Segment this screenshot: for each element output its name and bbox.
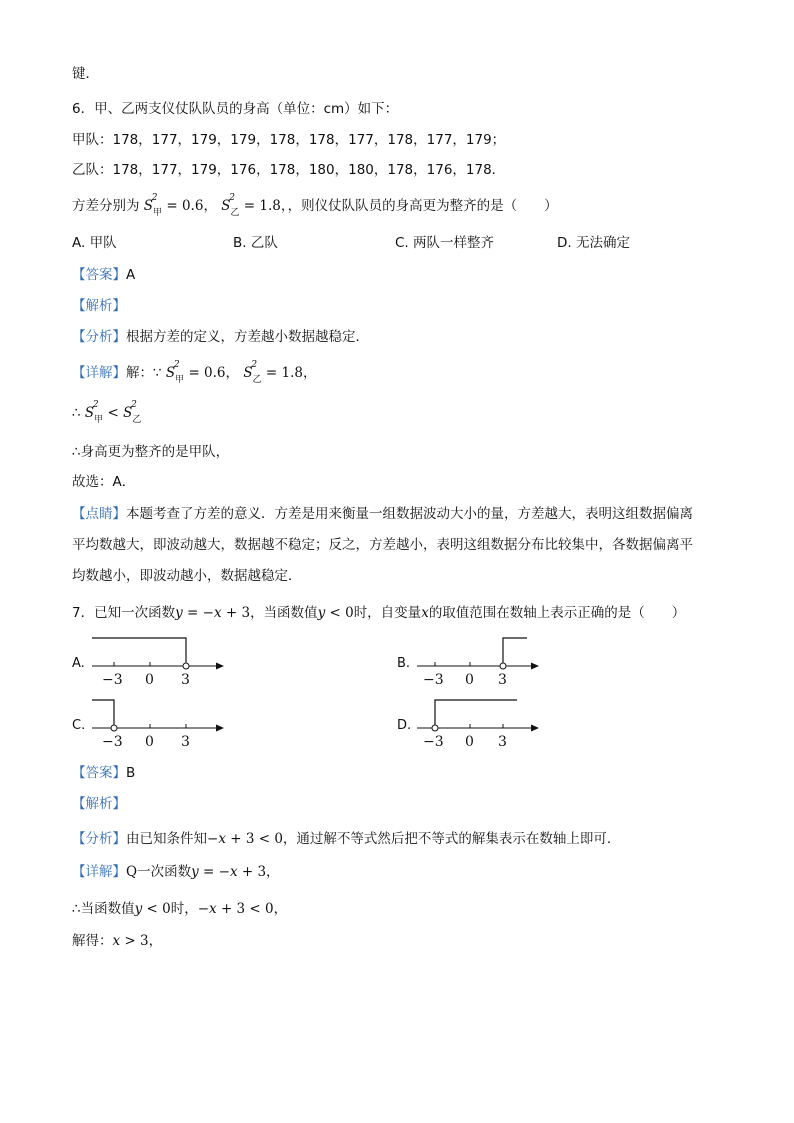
xiangjie-tag: 【详解】: [72, 864, 126, 880]
q7-answer: [72, 763, 135, 783]
number-line-a: [88, 636, 238, 696]
tick-3: 3: [498, 672, 507, 688]
q7-title-a: 7．已知一次函数: [72, 605, 176, 621]
line-prev-ending: 键．: [72, 66, 99, 82]
q6-team-yi-heights: 乙队：178，177，179，176，178，180，180，178，176，178．: [72, 162, 506, 178]
q6-dianjing-3: 均数越小，即波动越小，数据越稳定．: [72, 568, 302, 584]
q7-xiangjie: 【详解】Q一次函数y = −x + 3，: [72, 864, 280, 880]
number-line-c: [88, 698, 238, 758]
dianjing-tag: 【点睛】: [72, 506, 126, 522]
tick-neg3: −3: [423, 672, 444, 688]
answer-tag: 【答案】: [72, 267, 126, 283]
q7-answer-value: B: [126, 765, 136, 781]
q7-title-c: 时，自变量: [353, 605, 422, 621]
q6-option-d: D. 无法确定: [557, 235, 630, 251]
var-yi-symbol: S 2 $_乙$: [221, 193, 240, 218]
q6-guxuan: 故选：A．: [72, 474, 136, 490]
tick-neg3: −3: [423, 734, 444, 750]
q6-title: 6．甲、乙两支仪仗队队员的身高（单位：cm）如下：: [72, 101, 399, 117]
q6-option-b: B. 乙队: [233, 235, 278, 251]
tick-0: 0: [145, 734, 154, 750]
option-label-b: B.: [397, 656, 411, 671]
number-line-d: [413, 698, 563, 758]
q7-solution: 解得：x > 3，: [72, 933, 163, 949]
q7-fenxi: 【分析】由已知条件知−x + 3 < 0，通过解不等式然后把不等式的解集表示在数轴上即可．: [72, 831, 621, 847]
q6-variance-question: ，则仪仗队队员的身高更为整齐的是（ ）: [287, 198, 558, 214]
tick-0: 0: [465, 672, 474, 688]
option-label-c: C.: [72, 718, 86, 733]
q6-answer-value: A: [126, 267, 136, 283]
q7-condition: ∴当函数值y < 0时，−x + 3 < 0，: [72, 901, 288, 917]
q7-xiangjie-a: 一次函数: [137, 864, 192, 880]
q6-fenxi: [72, 327, 369, 347]
q6-dianjing-1: [72, 504, 693, 524]
q6-dianjing-2: 平均数越大，即波动越大，数据越不稳定；反之，方差越小，表明这组数据分布比较集中，各数据偏离平: [72, 537, 693, 553]
number-line-b: [413, 636, 563, 696]
q7-title: 7．已知一次函数y = −x + 3，当函数值y < 0时，自变量x的取值范围在数轴上表示正确的是（ ）: [72, 605, 686, 621]
q7-fenxi-a: 由已知条件知: [126, 831, 207, 847]
q7-jiede: 解得：: [72, 933, 113, 949]
tick-0: 0: [465, 734, 474, 750]
answer-tag: 【答案】: [72, 765, 126, 781]
tick-0: 0: [145, 672, 154, 688]
q6-variance-prefix: 方差分别为: [72, 198, 140, 214]
q6-jiexi: 【解析】: [72, 298, 126, 314]
tick-neg3: −3: [102, 734, 123, 750]
q7-title-b: ，当函数值: [250, 605, 318, 621]
tick-3: 3: [181, 672, 190, 688]
fenxi-tag: 【分析】: [72, 329, 126, 345]
fenxi-tag: 【分析】: [72, 831, 126, 847]
q6-option-a: A. 甲队: [72, 235, 117, 251]
var-jia-symbol: S 2 $_甲$: [143, 193, 163, 218]
q6-conclusion: ∴身高更为整齐的是甲队，: [72, 444, 230, 460]
q6-xiangjie: 【详解】解：∵ S 2 $_甲$ = 0.6， S 2 $_乙$ = 1.8，: [72, 360, 317, 385]
q7-title-d: 的取值范围在数轴上表示正确的是（ ）: [428, 605, 686, 621]
q7-jiexi: 【解析】: [72, 796, 126, 812]
q6-dianjing-text-1: 本题考查了方差的意义．方差是用来衡量一组数据波动大小的量，方差越大，表明这组数据偏离: [126, 506, 693, 522]
q6-therefore-ineq: ∴ S 2 $_甲$ < S 2 $_乙$: [72, 400, 142, 425]
q6-team-jia-heights: 甲队：178，177，179，179，178，178，177，178，177，179；: [72, 132, 506, 148]
q7-shi: 时，: [170, 901, 198, 917]
q6-xiangjie-prefix: 解：∵: [126, 365, 162, 381]
q6-variance-line: 方差分别为 S 2 $_甲$ = 0.6， S 2 $_乙$ = 1.8，，则仪仗队队员的身高更为整齐的是（ ）: [72, 193, 558, 218]
tick-neg3: −3: [102, 672, 123, 688]
tick-3: 3: [181, 734, 190, 750]
q7-fenxi-b: ，通过解不等式然后把不等式的解集表示在数轴上即可．: [282, 831, 621, 847]
q6-fenxi-text: 根据方差的定义，方差越小数据越稳定．: [126, 329, 369, 345]
q6-option-c: C. 两队一样整齐: [395, 235, 495, 251]
q6-answer: [72, 265, 135, 285]
option-label-a: A.: [72, 656, 85, 671]
q-mark: Q: [126, 864, 138, 880]
q7-dangfunc: 当函数值: [80, 901, 135, 917]
option-label-d: D.: [397, 718, 412, 733]
xiangjie-tag: 【详解】: [72, 365, 126, 381]
tick-3: 3: [498, 734, 507, 750]
